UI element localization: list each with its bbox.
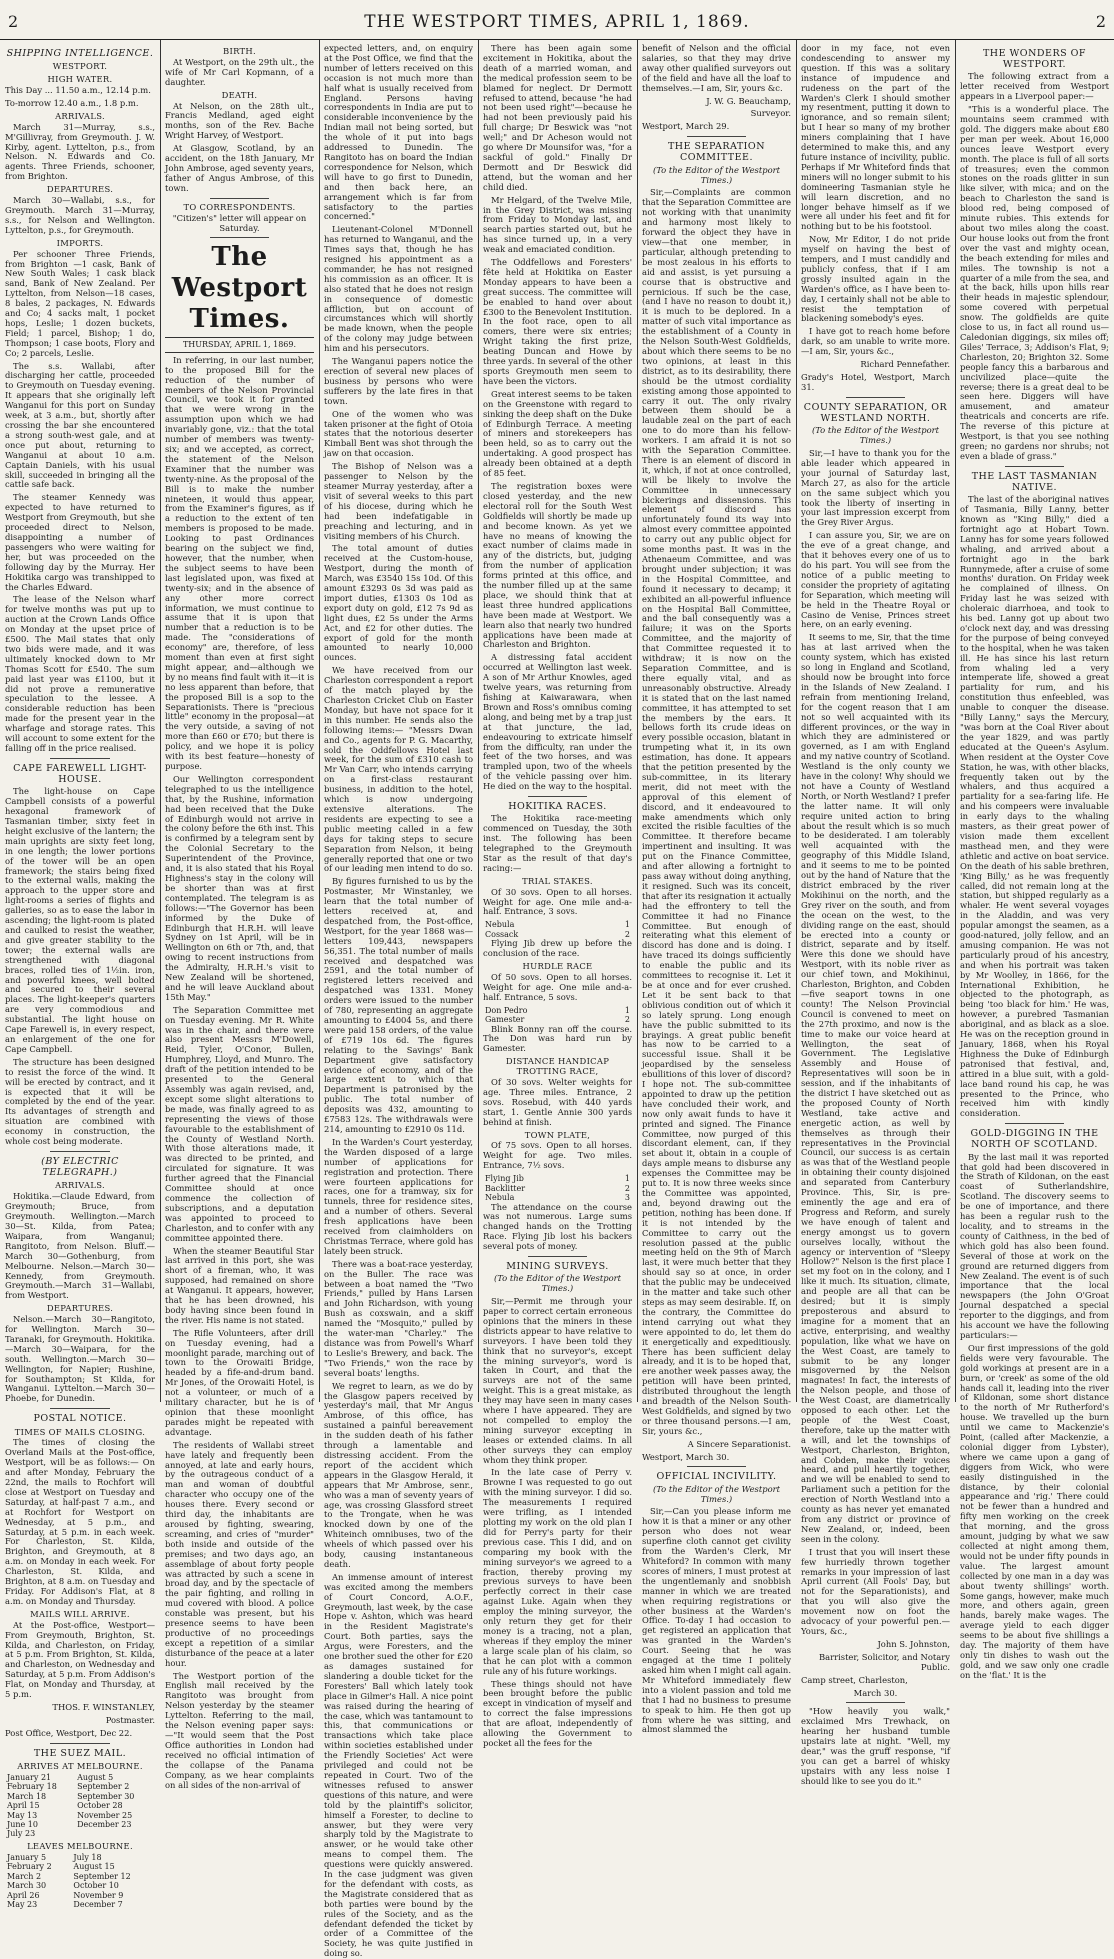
paragraph: When the steamer Beautiful Star last arrived in this port, she was short of a fireman, who, it was supposed, had remained on shore at Wanganui. It appears, however, that he has been drowned, his body having since been found in the river. His name is not stated. [165,1245,314,1325]
paragraph: Lieutenant-Colonel M'Donnell has returned to Wanganui, and the Times says that, though he has resigned his appointment as a commander, he has not resigned his commission as an officer. It is also stated that he does not resign in consequence of domestic affliction, but on account of circumstances which will shortly be made known, when the people of the colony may judge between him and his persecutors. [324,224,473,354]
paragraph: The registration boxes were closed yesterday, and the new electoral roll for the South West Goldfields will shortly be made up and become known. As yet we have no means of knowing the exact number of claims made in any of the districts, but, judging from the number of application forms printed at this office, and the number filled up at the same place, we should think that at least three hundred applications have been made at Westport. We learn also that nearly two hundred applications have been made at Charleston and Brighton. [483,480,632,650]
paragraph: Sir,—Permit me through your paper to correct certain erroneous opinions that the miners in these districts appear to have relative to surveyors. I have been told they think that no surveyor's, except the mining surveyor's, word is taken in Court, and that the surveys are not of the same weight. This is a great mistake, as they may have seen in many cases where I have appeared. They are not compelled to employ the mining surveyor excepting in leases or extended claims. In all other surveys they can employ whom they think proper. [483,1296,632,1465]
signature: A Sincere Separationist. [687,1438,791,1449]
divider [210,198,270,199]
page-number-right: 2 [1095,12,1106,31]
text: This Day ... 11.50 a.m., 12.14 p.m. [5,85,151,96]
table-cell: April 26 [7,1890,40,1900]
paragraph: Our Wellington correspondent telegraphed to us the intelligence that, by the Rushine, information had been received that the Duke of Edinburgh would not arrive in the colony before the 6th inst. This is confirmed by a telegram sent by the Colonial Secretary to the Superintendent of the Province, and, it is also stated that his Royal Highness's stay in the colony will be shorter than was at first contemplated. The telegram is as follows:—"The Governor has been informed by the Duke of Edinburgh that H.R.H. will leave Sydney on 1st April, will be in Wellington on 6th or 7th, and, that owing to recent instructions from the Admiralty, H.R.H.'s visit to New Zealand will be shortened, and he will leave Auckland about 15th May." [165,773,314,1002]
paragraph: At Nelson, on the 28th ult., Francis Medland, aged eight months, son of the Rev. Bache Wright Harvey, of Westport. [165,100,314,141]
table-row [483,920,632,929]
table-cell: March 2 [7,1871,42,1881]
section-heading: SHIPPING INTELLIGENCE. [6,48,154,59]
paragraph: The Wanganui papers notice the erection of several new places of business by persons who were sufferers by the late fires in that town. [324,356,473,406]
table-row [483,1174,632,1183]
paragraph: "How heavily you walk," exclaimed Mrs Trewhack, on hearing her husband tumble upstairs late at night. "Well, my dear," was the gruff response, "if you can get a barrel of whisky upstairs with any less noise I should like to see you do it." [801,1706,950,1786]
masthead: The Westport Times. [171,242,308,334]
paragraph: We regret to learn, as we do by the Glasgow papers received by yesterday's mail, that Mr Angus Ambrose, of this office, has sustained a painful bereavement in the sudden death of his father through a lamentable and distressing accident. From the report of the accident which appears in the Glasgow Herald, it appears that Mr Ambrose, senr., who was a man of seventy years of age, was crossing Glassford street to the Trongate, when he was knocked down by one of the Whiteinch omnibuses, two of the wheels of which passed over his body, causing instantaneous death. [324,1380,473,1569]
table-cell: August 5 [77,1772,114,1782]
paragraph: Nelson.—March 30—Rangitoto, for Wellington. March 30—Taranaki, for Greymouth. Hokitika.—March 30—Waipara, for the south. Wellington.—March 30—Wellington, for Napier; Rushine, for Southampton; St Kilda, for Wanganui. Lyttelton.—March 30—Phoebe, for Dunedin. [5,1314,155,1404]
divider [50,1151,110,1152]
page-number: 2 [8,12,19,31]
paragraph: The Westport portion of the English mail received by the Rangitoto was brought from Nelson yesterday by the steamer Lyttelton. Referring to the mail, the Nelson evening paper says:—"It would seem that the Post Office authorities in London had received no official intimation of the collapse of the Panama Company, as we hear complaints on all sides of the non-arrival of [165,1670,314,1790]
paragraph: The Rifle Volunteers, after drill on Tuesday evening, had a moonlight parade, marching out of town to the Orowaiti Bridge, headed by a fife-and-drum band. Mr Jones, of the Orowaiti Hotel, is not a volunteer, or much of a military character, but he is of opinion that these moonlight parades might be repeated with advantage. [165,1327,314,1437]
paragraph: The steamer Kennedy was expected to have returned to Westport from Greymouth, but she proceeded direct to Nelson, disappointing a number of passengers who were waiting for her, but was proceeded on the following day by the Murray. Her Hokitika cargo was transhipped to the Charles Edward. [5,492,155,592]
paragraph: Per schooner Three Friends, from Brighton —1 cask, Bank of New South Wales; 1 cask black sand, Bank of New Zealand. Per Lyttelton, from Nelson—18 cases, 8 bales, 2 packages, N. Edwards and Co; 4 sacks malt, 1 pocket hops, Leslie; 1 dozen buckets, Field; 1 parcel, Bishop; 1 do, Thompson; 1 case boots, Flory and Co; 2 parcels, Leslie. [5,248,155,358]
subheading: HIGH WATER. [47,74,113,85]
subheading: DISTANCE HANDICAP TROTTING RACE, [505,1056,610,1077]
section-heading: (BY ELECTRIC TELEGRAPH.) [41,1155,119,1179]
text: Westport, March 30. [642,1451,730,1462]
table-cell: September 30 [77,1791,135,1801]
editor-note: (To the Editor of the Westport Times.) [652,1483,780,1504]
table-row [5,1782,155,1791]
table-cell: October 10 [73,1881,119,1891]
signature: THOS. F. WINSTANLEY, [52,1701,155,1712]
column-4 [478,40,637,1748]
paragraph: I trust that you will insert these few hurriedly thrown together remarks in your impression of last April current (All Fools' Day, but not for the Separationists), and that you will also give the movement now on foot the advocacy of your powerful pen.—Yours, &c., [801,1546,950,1636]
paragraph: "This is a wonderful place. The mountains seem crammed with gold. The diggers make about £80 per man per week. About 16,000 ounces leave Westport every month. The place is full of all sorts of treasures; even the common stones on the roads glitter in sun like silver, with mica; and on the beach to Charleston the sand is blood red, being composed of minute rubies. This extends for about two miles along the coast. Our house looks out from the front over the vast and mighty ocean, the beach extending for miles and miles. The township is not a quarter of a mile from the sea, and at the back, hills upon hills rear their heads in majestic splendour, some covered with perpetual snow. The goldfields are quite close to us, in fact all round us—Caledonian diggings, six miles off; Giles' Terrace, 3; Addison's Flat, 9; Charleston, 20; Brighton 32. Some people fancy this a barbarous and uncivilized place—quite the reverse; there is a great deal to be seen here. Diggers will have amusement, and amateur theatricals and concerts are rife. The reverse of this picture at Westport, is that you see nothing green; no gardens nor shrubs; not even a blade of grass." [960,104,1109,461]
suez-departures-table [5,1853,155,1910]
paragraph: An immense amount of interest was excited among the members of Court Concord, A.O.F., Greymouth, last week, by the case Hope v. Ashton, which was heard in the Resident Magistrate's Court. Both parties, says the Argus, were Foresters, and the one brother sued the other for £20 as damages sustained for slandering a double ticket for the Foresters' Ball which lately took place in Gilmer's Hall. A nice point was raised during the hearing of the case, which was tantamount to this, that communications or transactions which take place within societies established under the Friendly Societies' Act were privileged and could not be repeated in Court. Two of the witnesses refused to answer questions of this nature, and were told by the plaintiff's solicitor, himself a Forester, to decline to answer, but they were very sharply told by the Magistrate to answer, or he would take other means to compel them. The questions were quickly answered. In the case judgment was given for the defendant with costs, as the Magistrate considered that as both parties were bound by the rules of the Society, and as the defendant defended the ticket by order of a Committee of the Society, he was quite justified in doing so. [324,1571,473,1959]
column-1 [0,40,160,1909]
divider [687,136,747,137]
text: Camp street, Charleston, [801,1674,908,1685]
paragraph: March 31—Murray, s.s., M'Gillivray, from Greymouth. J. W. Kirby, agent. Lyttelton, p.s., from Nelson. N. Edwards and Co. agents. Three Friends, schooner, from Brighton. [5,121,155,182]
paragraph: At Glasgow, Scotland, by an accident, on the 18th January, Mr John Ambrose, aged seventy years, father of Angus Ambrose, of this town. [165,143,314,193]
divider [846,397,906,398]
table-row [5,1820,155,1829]
divider [528,796,588,797]
table-cell: 3 [624,1193,630,1203]
paragraph: Hokitika.—Claude Edward, from Greymouth; Bruce, from Greymouth. Wellington.—March 30—St. Kilda, from Patea; Waipara, from Wanganui; Rangitoto, from Nelson. Bluff.—March 30—Gothenburg, from Melbourne. Nelson.—March 30—Kennedy, from Greymouth. Greymouth.—March 31—Wallabi, from Westport. [5,1191,155,1301]
subheading: TO CORRESPONDENTS. [183,201,296,212]
paragraph: The following extract from a letter received from Westport appears in a Liverpool paper:— [960,71,1109,102]
subheading: WESTPORT. [52,61,108,72]
subheading: MAILS WILL ARRIVE. [30,1608,130,1619]
table-row [5,1891,155,1900]
table-row [5,1792,155,1801]
paragraph: At Westport, on the 29th ult., the wife of Mr Carl Kopmann, of a daughter. [165,56,314,87]
subheading: BIRTH. [223,46,256,56]
paragraph: Flying Jib drew up before the conclusion of the race. [483,938,632,959]
table-cell: Don Pedro [485,1005,528,1015]
table-cell: May 13 [7,1810,38,1820]
paragraph: The Bishop of Nelson was a passenger to Nelson by the steamer Murray yesterday, after a visit of several weeks to this part of his diocese, during which he had been indefatigable in preaching and lecturing, and in visiting members of his Church. [324,461,473,541]
divider [687,1466,747,1467]
paragraph: At the Post-office, Westport— From Greymouth, Brighton, St. Kilda, and Charleston, on Friday, at 5 p.m. From Brighton, St. Kilda, and Charleston, on Wednesday and Saturday, at 5 p.m. From Addison's Flat, on Monday and Thursday, at 5 p.m. [5,1619,155,1700]
subheading: ARRIVES AT MELBOURNE. [17,1760,143,1771]
table-cell: Cossack [485,929,519,939]
paragraph: door in my face, not even condescending to answer my question. If this was a solitary instance of impudence and rudeness on the part of the Warden's Clerk I should smother my resentment, putting it down to ignorance, and so remain silent; but I hear so many of my brother miners complaining that I have determined to make this, and any future instance of incivility, public. Perhaps if Mr Whiteford finds that miners will no longer submit to his domineering Tasmanian style he will learn discretion, and no longer behave himself as if we were all under his feet and fit for nothing but to be his footstool. [801,43,950,232]
table-cell: June 10 [7,1819,38,1829]
paragraph: By figures furnished to us by the Postmaster, Mr Winstanley, we learn that the total number of letters received at, and despatched from, the Post-office, Westport, for the year 1868 was—letters 109,443, newspapers 56,351. The total number of mails received and despatched was 2591, and the total number of registered letters received and despatched was 1331. Money orders were issued to the number of 780, representing an aggregate amounting to £4004 5s, and there were paid 158 orders, of the value of £719 10s 6d. The figures relating to the Savings' Bank Department give satisfactory evidence of economy, and of the large extent to which that Department is patronised by the public. The total number of deposits was 432, amounting to £7583 12s. The withdrawals were 214, amounting to £2910 0s 11d. [324,876,473,1134]
table-row [5,1862,155,1871]
table-cell: Backlitter [485,1183,526,1193]
section-heading: OFFICIAL INCIVILITY. [656,1471,777,1483]
table-row [5,1801,155,1810]
paragraph: Now, Mr Editor, I do not pride myself on having the best of tempers, and I must candidly and publicly confess, that if I am grossly insulted again in the Warden's office, as I have been to-day, I certainly shall not be able to resist the temptation of blackening somebody's eyes. [801,234,950,324]
table-cell: March 30 [7,1881,47,1891]
table-row [5,1881,155,1890]
table-cell: January 5 [7,1852,47,1862]
paragraph: The total amount of duties received at the Custom-house, Westport, during the month of March, was £3540 15s 10d. Of this amount £3293 0s 3d was paid as import duties, £1303 0s 10d as export duty on gold, £12 7s 9d as light dues, £2 5s under the Arms Act, and £2 for other duties. The export of gold for the month amounted to nearly 10,000 ounces. [324,543,473,663]
paragraph: expected letters, and, on enquiry at the Post Office, we find that the number of letters received on this occasion is not much more than half what is usually received from England. Persons having correspondents in India are put to considerable inconvenience by the Indian mail not being sorted, but the whole of it put into bags addressed to Dunedin. The Rangitoto has on board the Indian correspondence for Nelson, which will have to go first to Dunedin, and then back here, an arrangement which is far from satisfactory to the parties concerned." [324,43,473,222]
section-heading: MINING SURVEYS. [506,1261,609,1273]
table-cell: September 2 [77,1782,130,1792]
table-row [5,1872,155,1881]
subheading: IMPORTS. [56,237,104,248]
paragraph: The lease of the Nelson wharf for twelve months was put up to auction at the Crown Lands Office on Monday at the upset price of £500. The Mail states that only two bids were made, and it was ultimately knocked down to Mr Thomas Scott for £540. The sum paid last year was £1100, but it did not prove a remunerative speculation to the lessee. A considerable reduction has been made for the present year in the wharfage and storage rates. This will account to some extent for the falling off in the price realised. [5,594,155,754]
paragraph: Our first impressions of the gold fields were very favourable. The gold workings at present are in a burn, or 'creek' as some of the old hands call it, leading into the river of Kildonan, some short distance to the north of Mr Rutherford's house. We travelled up the burn until we came to Mackenzie's Point, (called after Mackenzie, a colonial digger from Lybster), where we came upon a gang of diggers from Wick, who were easily distinguished in the distance, by their colonial appearance and 'rig.' There could not be fewer than a hundred and fifty men working on the creek that morning, and the gross amount, judging by what we saw collected at night among them, would not be under fifty pounds in value. The largest amount collected by one man in a day was about twenty shillings' worth. Some gangs, however, make much more, and others again, green hands, barely make wages. The average yield to each digger seems to be about five shillings a day. The majority of them have only tin dishes to wash out the gold, and we saw only one cradle on the 'flat.' It is the [960,1342,1109,1680]
table-cell: 1 [624,920,630,930]
subheading: DEPARTURES. [46,1303,114,1314]
table-cell: 2 [624,1183,630,1193]
text: To-morrow 12.40 a.m., 1.8 p.m. [5,97,139,108]
section-heading: COUNTY SEPARATION, OR WESTLAND NORTH. [803,401,948,425]
paragraph: The attendance on the course was not numerous. Large sums changed hands on the Trotting Race. Flying Jib lost his backers several pots of money. [483,1201,632,1252]
table-cell: August 15 [73,1862,115,1872]
page-header [0,0,1114,40]
table-row [5,1853,155,1862]
text: Grady's Hotel, Westport, March 31. [801,372,950,392]
section-heading: HOKITIKA RACES. [508,801,607,813]
table-row [5,1900,155,1909]
signature-title: Postmaster. [105,1714,155,1725]
table-cell: Gamester [485,1015,525,1025]
table-cell: July 18 [73,1852,102,1862]
paragraph: The structure has been designed to resist the force of the wind. It will be erected by contract, and it is expected that it will be completed by the end of the year. Its advantages of strength and situation are combined with economy in construction, the whole cost being moderate. [5,1056,155,1147]
table-cell: September 12 [73,1871,131,1881]
paragraph: March 30—Wallabi, s.s., for Greymouth. March 31—Murray, s.s., for Nelson and Wellington. Lyttelton, p.s., for Greymouth. [5,195,155,235]
subheading: TOWN PLATE, [524,1129,591,1140]
paragraph: The Separation Committee met on Tuesday evening. Mr R. White was in the chair, and there were also present Messrs M'Dowell, Reid, Tyler, O'Conor, Bullen, Humphrey, Lloyd, and Munro. The draft of the petition intended to be presented to the General Assembly was again revised, and, except some slight alterations to be made, was finally agreed to as representing the views of those favourable to the establishment of the County of Westland North. With those alterations made, it was directed to be printed, and circulated for signature. It was further agreed that the Financial Committee should at once commence the collection of subscriptions, and a deputation was appointed to proceed to Charleston, and to confer with any committee appointed there. [165,1004,314,1243]
section-heading: THE LAST TASMANIAN NATIVE. [971,470,1098,493]
subheading: DEPARTURES. [46,184,114,195]
divider [846,1702,906,1703]
paragraph: These things should not have been brought before the public except in vindication of myself and to correct the false impressions that are afloat, independently of allowing the Government to pocket all the fees for the [483,1678,632,1748]
section-heading: POSTAL NOTICE. [33,1413,127,1425]
subheading: ARRIVALS. [55,110,105,121]
paragraph: In the Warden's Court yesterday, the Warden disposed of a large number of applications for registration and protection. There were fourteen applications for races, one for a tramway, six for tunnels, three for residence sites, and a number of others. Several fresh applications have been received from claimholders on Christmas Terrace, where gold has lately been struck. [324,1136,473,1256]
table-cell: April 15 [7,1801,40,1811]
section-heading: THE SUEZ MAIL. [33,1747,127,1759]
table-cell: Nebula [485,1193,515,1203]
table-cell: December 23 [77,1819,132,1829]
table-cell: November 9 [73,1890,124,1900]
column-2 [160,40,319,1790]
subheading: DEATH. [221,89,258,100]
column-3 [319,40,478,1959]
table-row [483,1184,632,1193]
paragraph: I have got to reach home before dark, so am unable to write more.—I am, Sir, yours &c., [801,326,950,357]
paragraph: There has been again some excitement in Hokitika, about the death of a married woman, and the medical profession seem to be blamed for neglect. Dr Dermott refused to attend, because "he had not been used right"—because he had not been previously paid his full charge; Dr Beswick was "not well;" and Dr Acheson would not go where Dr Mounsifor was, "for a sackful of gold." Finally Dr Dermott and Dr Beswick did attend, but the woman and her child died. [483,43,632,192]
table-cell: Nebula [485,920,515,930]
table-cell: February 2 [7,1862,52,1872]
signature: J. W. G. Beauchamp, [706,95,791,106]
table-cell: 2 [624,1015,630,1025]
section-heading: THE SEPARATION COMMITTEE. [667,141,766,164]
subheading: LEAVES MELBOURNE. [27,1840,133,1851]
table-cell: March 18 [7,1791,47,1801]
paragraph: The light-house on Cape Campbell consists of a powerful hexagonal framework of Tasmanian timber, sixty feet in height exclusive of the lantern; the main uprights are sixty feet long, in one length; the lower portions of the tower will be an open framework; the stairs being fixed to the external walls, making the approach to the upper store and light-rooms a series of flights and galleries, so as to ease the labor in ascending; the light-room is plated and caulked to resist the weather, and give greater stability to the tower; the external walls are strengthened with diagonal braces, rolled ties of 1½in. iron, and powerful knees, well bolted and secured to their several places. The light-keeper's quarters are very commodious and substantial. The light house on Cape Farewell is, in every respect, an enlargement of the one for Cape Campbell. [5,786,155,1054]
paragraph: It seems to me, Sir, that the time has at last arrived when the county system, which has existed so long in England and Scotland, should now be brought into force in the Islands of New Zealand. I refrain from mentioning Ireland, for the cogent reason that I am not so well acquainted with its different provinces, or the way in which they are administered or governed, as I am with England and my native country of Scotland. Westland is the only county we have in the colony! Why should we not have a County of Westland North, or North Westland? I prefer the latter name. It will only require united action to bring about the result which is so much to be desiderated. I am tolerably well acquainted with the geography of this Middle Island, and it seems to me to be pointed out by the hand of Nature that the district embraced by the river Mokihinui on the north, and the Grey river on the south, and from the ocean on the west, to the dividing range on the east, should be erected into a county or district, separate and by itself. Were this done we should have Westport, with its noble river as our chief town, and Mokihinui, Charleston, Brighton, and Cobden—five seaport towns in one county! The Nelson Provincial Council is convened to meet on the 27th proximo, and now is the time to make our voice heard at Wellington, the seat of Government. The Legislative Assembly and House of Representatives will soon be in session, and if the inhabitants of the district I have sketched out as the proposed County of North Westland, take active and energetic action, as well by themselves as through their representatives in the Provincial Council, our success is as certain as was that of the Westland people in obtaining their county disjoined and separated from Canterbury Province. This, Sir, is pre-eminently the age and era of Progress and Reform, and surely we have enough of talent and energy amongst us to govern ourselves locally, without the agency or intervention of "Sleepy Hollow?" Nelson is the first place I set my foot on in the colony, and I like it much. Its situation, climate, and people are all that can be desired; but it is simply preposterous and absurd to imagine for a moment that an active, enterprising, and wealthy population, like what we have on the West Coast, are tamely to submit to be any longer misgoverned by the Nelson magnates! In fact, the interests of the Nelson people, and those of the West Coast, are diametrically opposed to each other. Let the people of the West Coast, therefore, take up the matter with a will, and let the townships of Westport, Charleston, Brighton, and Cobden, make their voices heard, and pull heartily together, and we will be enabled to send to Parliament such a petition for the erection of North Westland into a county as has never yet emanated from any district or province of New Zealand, or, indeed, been seen in the colony. [801,632,950,1544]
town-plate-results [483,1174,632,1202]
section-heading: THE WONDERS OF WESTPORT. [982,48,1087,71]
section-heading: GOLD-DIGGING IN THE NORTH OF SCOTLAND. [970,1128,1099,1151]
paragraph: There was a boat-race yesterday, on the Buller. The race was between a boat named the "Two Friends," pulled by Hans Larsen and John Richardson, with young Bush as coxswain, and a skiff named the "Mosquito," pulled by the water-man "Charley." The distance was from Powell's Wharf to Leslie's Brewery, and back. The "Two Friends," won the race by several boats' lengths. [324,1258,473,1378]
text: March 30. [853,1687,898,1698]
divider [50,758,110,759]
paragraph: Of 30 sovs. Open to all horses. Weight for age. One mile and-a-half. Entrance, 3 sovs. [483,886,632,917]
paragraph: Of 50 sovs. Open to all horses. Weight for age. One mile and-a-half. Entrance, 5 sovs. [483,971,632,1002]
table-cell: 2 [624,929,630,939]
paragraph: A distressing fatal accident occurred at Wellington last week. A son of Mr Arthur Knowles, aged twelve years, was returning from fishing at Kaiwarawara, when Brown and Ross's omnibus coming along, and being met by a trap just at that juncture, the lad, endeavouring to extricate himself from the difficulty, ran under the feet of the two horses, and was trampled upon, two of the wheels of the vehicle passing over him. He died on the way to the hospital. [483,652,632,792]
paragraph: I can assure you, Sir, we are on the eve of a great change, and that it behoves every one of us to do his part. You will see from the notice of a public meeting to consider the propriety of agitating for Separation, which meeting will be held in the Theatre Royal or Casino de Venise, Princes street here, on an early evening. [801,530,950,630]
divider [528,1256,588,1257]
paragraph: Mr Helgard, of the Twelve Mile, in the Grey District, was missing from Friday to Monday last, and search parties started out, but he has since turned up, in a very weak and emaciated condition. [483,194,632,255]
text: Post Office, Westport, Dec 22. [5,1727,133,1738]
column-7 [955,40,1114,1680]
paragraph: The times of closing the Overland Mails at the Post-office, Westport, will be as follows:— On and after Monday, February the 22nd, the mails to Rochfort will close at Westport on Tuesday and Saturday, at half-past 7 a.m., and at Rochfort for Westport on Wednesday, at 5 p.m., and Saturday, at 5 p.m. in each week. For Charleston, St. Kilda, Brighton, and Greymouth, at 8 a.m. on Monday in each week. For Charleston, St. Kilda, and Brighton, at 8 a.m. on Tuesday and Friday. For Addison's Flat, at 8 a.m. on Monday and Thursday. [5,1437,155,1606]
table-cell: February 18 [7,1782,57,1792]
paragraph: The last of the aboriginal natives of Tasmania, Billy Lanny, better known as "King Billy," died a fortnight ago at Hobart Town. Lanny has for some years followed whaling, and arrived about a fortnight ago in the bark Runnymede, after a cruise of some months' duration. On Friday week he complained of illness. On Friday last he was seized with choleraic diarrhoea, and took to his bed. Lanny got up about two o'clock next day, and was dressing for the purpose of being conveyed to the hospital, when he was taken ill. He has since his last return from whaling led a very intemperate life, showed a great partiality for rum, and his constitution thus enfeebled, was unable to conquer the disease. "Billy Lanny," says the Mercury, "was born at the Coal River about the year 1829, and was partly educated at the Queen's Asylum. When resident at the Oyster Cove Station, he was, with other blacks, frequently taken out by the whalers, and thus acquired a partiality for a sea-faring life. He and his compeers were invaluable in early days to the whaling masters, as their great power of vision made them excellent masthead men, and they were athletic and active on boat service. On the death of his sable brethren, 'King Billy,' as he was frequently called, did not remain long at the station, but shipped regularly as a whaler. He went several voyages in the Aladdin, and was very popular amongst the seamen, as a good-natured, jolly fellow, and an amusing companion. He was not particularly proud of his ancestry, and when his portrait was taken by Mr Woolley, in 1866, for the International Exhibition, he objected to the photograph, as being 'too black for him.' He was, however, a purebred Tasmanian aboriginal, and as black as a sloe. He was on the reception ground in January, 1868, when his Royal Highness the Duke of Edinburgh patronised that festival, and, attired in a blue suit, with a gold-lace band round his cap, he was presented to the Prince, who received him with kindly consideration. [960,494,1109,1119]
section-heading: CAPE FAREWELL LIGHT-HOUSE. [13,762,147,786]
subheading: TIMES OF MAILS CLOSING. [14,1426,146,1437]
table-cell: 1 [624,1174,630,1184]
table-row [5,1811,155,1820]
subheading: ARRIVALS. [55,1180,105,1191]
issue-date: THURSDAY, APRIL 1, 1869. [165,337,314,352]
table-cell: October 28 [77,1801,123,1811]
paragraph: We have received from our Charleston correspondent a report of the match played by the Charleston Cricket Club on Easter Monday, but have not space for it in this number. He sends also the following items:— "Messrs Dwan and Co., agents for P. G. Macarthy, sold the Oddfellows Hotel last week, for the sum of £310 cash to Mr Van Carr, who intends carrying on a first-class restaurant business, in addition to the hotel, which is now undergoing extensive alterations. The residents are expecting to see a public meeting called in a few days for taking steps to secure Separation from Nelson, it being generally reported that one or two of our leading men intend to do so. [324,665,473,874]
editor-note: (To the Editor of the Westport Times.) [493,1273,621,1294]
signature: Richard Pennefather. [860,359,950,370]
table-cell: Flying Jib [485,1174,524,1184]
text: "Citizen's" letter will appear on Saturday. [172,212,307,233]
paragraph: In the late case of Perry v. Browne I was requested to go out with the mining surveyor. I did so. The measurements I required were trifling, as I intended plotting my work on the old plan I did for Perry's party for their previous case. This I did, and on comparing my book with the mining surveyor's we agreed to a fraction, thereby proving my previous surveys to have been perfectly correct in their case against Luke. Again when they employ the mining surveyor, the only return they get for their money is a tracing, not a plan, whereas if they employ the miner a large scale plan of his claim, so that he can plot with a common rule any of his future workings. [483,1467,632,1676]
table-cell: January 21 [7,1772,52,1782]
paragraph: The Hokitika race-meeting commenced on Tuesday, the 30th inst. The following has been telegraphed to the Greymouth Star as the result of that day's racing:— [483,813,632,873]
text: Westport, March 29. [642,121,730,132]
table-cell: July 23 [7,1829,36,1839]
paragraph: The s.s. Wallabi, after discharging her cattle, proceeded to Greymouth on Tuesday evening. It appears that she originally left Wanganui for this port on Sunday week, at 3 a.m., but, shortly after crossing the bar she encountered a strong south-west gale, and at once put about, returning to Wanganui at about 10 a.m. Captain Daniels, with his usual skill, succeeded in bringing all the cattle safe back. [5,360,155,490]
column-6 [796,40,955,1786]
subheading: HURDLE RACE [522,961,593,972]
table-row [5,1829,155,1838]
column-5 [637,40,796,1735]
table-cell: November 25 [77,1810,133,1820]
paragraph: Of 75 sovs. Open to all horses. Weight for age. Two miles. Entrance, 7½ sovs. [483,1140,632,1171]
table-row [483,1006,632,1015]
editor-note: (To the Editor of the Westport Times.) [652,164,780,185]
paragraph: By the last mail it was reported that gold had been discovered in the Strath of Kildonan, on the east coast of Sutherlandshire, Scotland. The discovery seems to be one of importance, and there has been a regular rush to the locality, and to streams in the county of Caithness, in the bed of which gold has also been found. Several of those at work on the ground are returned diggers from New Zealand. The event is of such importance that the local newspapers (the John O'Groat Journal despatched a special reporter to the diggings, and from his account we have the following particulars:— [960,1151,1109,1340]
paragraph: One of the women who was taken prisoner at the fight of Otoia states that the notorious deserter Kimball Bent was shot through the jaw on that occasion. [324,408,473,459]
table-cell: 1 [624,1005,630,1015]
table-row [5,1773,155,1782]
paragraph: Sir,—I have to thank you for the able leader which appeared in your journal of Saturday last, March 27, as also for the article on the same subject which you took the liberty of inserting in your last impression excerpt from the Grey River Argus. [801,448,950,528]
trial-results [483,920,632,939]
paragraph: Sir,—Complaints are common that the Separation Committee are not working with that unanimity and harmony most likely to forward the object they have in view—that one member, in particular, although pretending to be most zealous in his efforts to aid and assist, is yet pursuing a course that is obstructive and pernicious. If such be the case, (and I have no reason to doubt it,) it is much to be deplored. In a matter of such vital importance as the establishment of a County in the Nelson South-West Goldfields, about which there seems to be no two opinions, at least in this district, as to its desirability, there should be the utmost cordiality existing among those appointed to carry it out. The only rivalry between them should be a laudable zeal on the part of each one to do more than his fellow-workers. I am afraid it is not so with the Separation Committee. There is an element of discord in it, which, if not at once controlled, will be likely to involve the Committee in unnecessary bickerings and dissensions. This element of discord has unfortunately found its way into almost every committee appointed to carry out any public object for some months past. It was in the Athenaeum Committee, and was brought under subjection; it was in the Hospital Committee, and found it necessary to decamp; it exhibited an all-powerful influence on the Hospital Ball Committee, and the ball consequently was a failure; it was on the Sports Committee, and the majority of that Committee requested it to withdraw; it is now on the Separation Committee, and is there equally vital, and as unreasonably obstructive. Already it is stated that on the last named committee, it has attempted to set the members by the ears. It bellows forth its crude ideas on every possible occasion, blatant in trumpeting what it, in its own estimation, has done. It appears that the petition presented by the sub-committee, in its literary merit, did not meet with the approval of this element of discord, and it endeavoured to make amendments which only excited the risible faculties of the Committee. It therefore became impertinent and insulting. It was put on the Finance Committee, and after allowing a fortnight to pass away without doing anything, it resigned. Such was its conceit, that after its resignation it actually had the effrontery to tell the Committee it had no Finance Committee. But enough of reiterating what this element of discord has done and is doing. I have traced its doings sufficiently to enable the public and its committees to recognise it. Let it be at once and for ever crushed. Let it be sent back to that oblivious condition out of which it so lately sprung. Long enough have the public submitted to its brayings. A great public benefit has now to be carried to a successful issue. Shall it be jeopardised by the senseless ebullitions of this lover of discord? I hope not. The sub-committee appointed to draw up the petition have concluded their work, and now only await funds to have it printed and signed. The Finance Committee, now purged of this discordant element, can, if they set about it, obtain in a couple of days ample means to disburse any expenses the Committee may be put to. It is now three weeks since the Committee was appointed, and, beyond drawing out the petition, nothing has been done. If it is not intended by the Committee to carry out the resolution passed at the public meeting held on the 9th of March last, it were much better that they should say so at once, in order that the public may be undeceived in the matter and take such other steps as may seem desirable. If, on the contrary, the Committee do intend carrying out what they were appointed to do, let them do it energetically and expeditiously. There has been sufficient delay already, and it is to be hoped that, ere another week passes away, the petition will have been printed, distributed throughout the length and breadth of the Nelson South-West Goldfields, and signed by two or three thousand persons.—I am, Sir, yours &c., [642,187,791,1436]
divider [210,237,270,238]
paragraph: The residents of Wallabi street have lately and frequently been annoyed, at late and early hours, by the outrageous conduct of a man and woman of doubtful character who occupy one of the houses there. Every second or third day, the inhabitants are aroused by fighting, swearing, screaming, and cries of "murder" both inside and outside of the premises; and two days ago, an assemblage of about forty people was attracted by such a scene in broad day, and by the spectacle of the pair fighting, and rolling in mud covered with blood. A police constable was present, but his presence seems to have been productive of no proceedings except a repetition of a similar disturbance of the peace at a later hour. [165,1439,314,1668]
paragraph: benefit of Nelson and the official salaries, so that they may drive away other qualified surveyors out of the field and have all the loaf to themselves.—I am, Sir, yours &c. [642,43,791,93]
table-cell: December 7 [73,1899,123,1909]
divider [1005,466,1065,467]
divider [50,1408,110,1409]
suez-arrivals-table [5,1773,155,1839]
signature-title: Barrister, Solicitor, and Notary Public. [818,1651,950,1672]
hurdle-results [483,1006,632,1025]
divider [1005,1123,1065,1124]
paragraph: The Oddfellows and Foresters' fête held at Hokitika on Easter Monday appears to have been a great success. The committee will be enabled to hand over about £300 to the Benevolent Institution. In the foot race, open to all comers, there were six entries; Wright taking the first prize, beating Duncan and Howe by three yards. In several of the other sports Greymouth men seem to have been the victors. [483,257,632,386]
paragraph: Sir,—Can you please inform me how it is that a miner or any other person who does not wear superfine cloth cannot get civility from the Warden's Clerk, Mr Whiteford? In common with many scores of miners, I must protest at the ungentlemanly and snobbish manner in which we are treated when requiring registrations or other business at the Warden's Office. To-day I had occasion to get registered an application that was granted in the Warden's Court. Seeing that he was engaged at the time I politely asked him when I might call again. Mr Whiteford immediately flew into a violent passion and told me that I had no business to presume to speak to him. He then got up from where he was sitting, and almost slammed the [642,1506,791,1735]
divider [50,1743,110,1744]
signature-title: Surveyor. [750,108,791,119]
table-cell: May 23 [7,1899,38,1909]
editorial-paragraph: In referring, in our last number, to the proposed Bill for the reduction of the number of members of the Nelson Provincial Council, we took it for granted that we were wrong in the assumption upon which we had invariably gone, viz.: that the total number of members was twenty-six; and we accepted, as correct, the statement of the Nelson Examiner that the number was twenty-nine. As the proposal of the Bill is to make the number nineteen, it would thus appear, from the Examiner's figures, as if a reduction to the extent of ten members is proposed to be made. Looking to past Ordinances bearing on the subject we find, however, that the number, when the subject seems to have been last legislated upon, was fixed at twenty-six; and in the absence of any other more correct information, we must continue to assume that it is upon that number that a reduction is to be made. The "considerations of economy" are, therefore, of less moment than even at first sight might appear, and—although we by no means find fault with it—it is no less apparent than before, that the proposed Bill is a sop to the Separationists. There is "precious little" economy in the proposal—at the very outside, a saving of not more than £60 or £70; but there is policy, and we hope it is policy with its best feature—honesty of purpose. [165,354,314,772]
signature: John S. Johnston, [877,1638,950,1649]
paragraph: Great interest seems to be taken on the Greenstone with regard to sinking the deep shaft on the Duke of Edinburgh Terrace. A meeting of miners and storekeepers has been held, so as to carry out the undertaking. A good prospect has already been obtained at a depth of 85 feet. [483,388,632,479]
paragraph: Of 30 sovs. Welter weights for age. Three miles. Entrance, 2 sovs. Rosebud, with 440 yards start, 1. Gentle Annie 300 yards behind at finish. [483,1077,632,1127]
paragraph: Blink Bonny ran off the course. The Don was hard run by Gamester. [483,1023,632,1054]
table-cell [75,1829,155,1838]
subheading: TRIAL STAKES. [522,875,593,886]
editor-note: (To the Editor of the Westport Times.) [811,425,939,446]
newspaper-title: THE WESTPORT TIMES, APRIL 1, 1869. [364,12,750,32]
